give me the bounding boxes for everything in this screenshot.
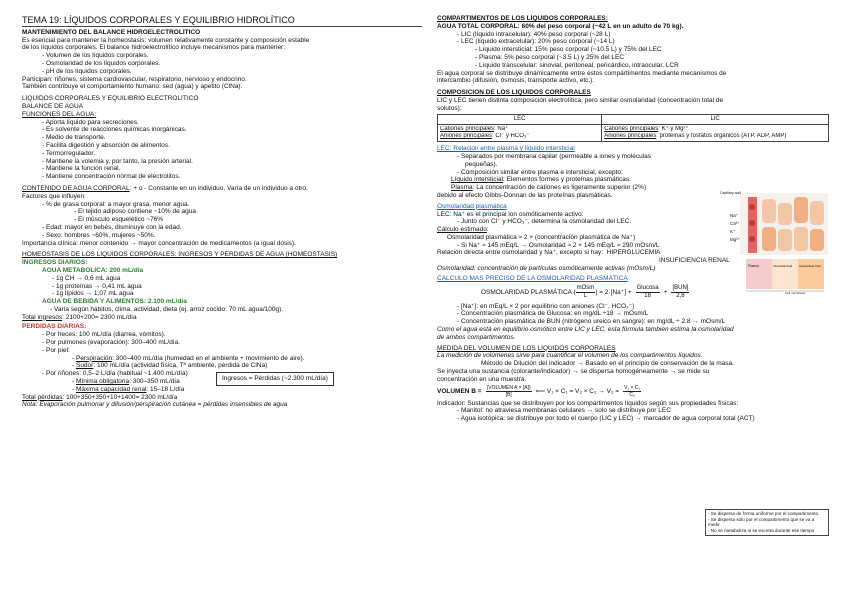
compartimentos-heading: COMPARTIMENTOS DE LOS LÍQUIDOS CORPORALES: xyxy=(437,15,608,22)
osmolaridad-def: Osmolaridad: concentración de partículas osmóticamente activas (mOsm/L) xyxy=(437,265,656,273)
lec-cat: : Na⁺ xyxy=(494,125,509,132)
homeostasis-heading: HOMEOSTASIS DE LOS LÍQUIDOS CORPORALES: INGRESOS Y PÉRDIDAS DE AGUA (HOMEOSTASIS) xyxy=(22,251,338,259)
v2-num: V₁ × C₁ xyxy=(624,385,641,392)
list-item-cont: pequeñas). xyxy=(465,160,498,168)
note: Como el agua está en equilibrio osmótico entre LIC y LEC, esta fórmula también estima la osmolaridad xyxy=(437,326,734,334)
contenido-line xyxy=(22,185,422,193)
calc-label: Cálculo estimado xyxy=(437,226,487,234)
fig-label-ca: Ca²⁺ xyxy=(730,221,740,226)
list-item: - Por pulmones (evaporación): 300–400 mL/día. xyxy=(22,339,422,347)
pl-label: Plasma xyxy=(451,184,473,192)
paragraph: La medición de volúmenes sirve para cuantificar el volumen de los compartimentos líquidos. xyxy=(437,352,703,360)
list-item: - Termorregulador. xyxy=(22,150,422,158)
cell-shape xyxy=(810,229,824,251)
li-label: Líquido intersticial xyxy=(451,176,504,184)
contenido-label: CONTENIDO DE AGUA CORPORAL xyxy=(22,184,130,192)
agua-bebida: AGUA DE BEBIDA Y ALIMENTOS: 2.100 mL/día xyxy=(42,298,187,306)
paragraph: También contribuye el comportamiento humano: sed (agua) y apetito (ClNa). xyxy=(22,83,243,91)
list-item: - Medio de transporte. xyxy=(22,134,422,142)
paragraph: Se inyecta una sustancia (colorante/indicador) → se dispersa homogéneamente → se mide su xyxy=(437,368,710,376)
note-line: - No se metaboliza ni se excreta durante ese tiempo xyxy=(708,528,815,534)
list-item: - Mantiene la volemia y, por tanto, la presión arterial. xyxy=(22,158,422,166)
cell-shape xyxy=(810,201,824,225)
pl-text: : La concentración de cationes es ligeramente superior (2%) xyxy=(472,184,647,192)
table-header-lec: LEC xyxy=(438,114,602,124)
nota: Nota: Evaporación pulmonar y difusión/perspiración cutánea = pérdidas insensibles de agua xyxy=(22,401,288,409)
sudor-label: Sudor xyxy=(75,362,94,370)
fig-label-na: Na⁺ xyxy=(730,213,739,218)
ingresos-heading: INGRESOS DIARIOS: xyxy=(22,259,88,267)
v2-den: C₂ xyxy=(629,392,635,399)
li-line xyxy=(437,176,829,184)
list-item: - Sexo: hombres ~60%, mujeres ~50%. xyxy=(22,232,422,240)
list-item: - Aporta líquido para secreciones. xyxy=(22,119,422,127)
list-item: - Por riñones: 0,5–2 L/día (habitual ~1.400 mL/día) xyxy=(22,370,422,378)
fig-label-interstitial: Interstitial fluid xyxy=(773,264,793,268)
composicion-heading: COMPOSICIÓN DE LOS LÍQUIDOS CORPORALES xyxy=(437,89,591,97)
list-item xyxy=(22,386,422,394)
calculo-heading: CÁLCULO MÁS PRECISO DE LA OSMOLARIDAD PLASMÁTICA xyxy=(437,274,628,282)
rel-text: Relación directa entre osmolaridad y Na⁺, excepto si hay: xyxy=(437,249,604,257)
pl-line xyxy=(437,184,829,192)
unit-den: L xyxy=(583,293,588,300)
vol-rest: ⟸ V₁ × C₁ = V₂ × C₂ → V₂ = xyxy=(535,387,620,395)
list-item: - pH de los líquidos corporales. xyxy=(22,68,422,76)
cell-shape xyxy=(778,229,792,251)
vol-den: [B] xyxy=(505,392,512,399)
fig-label-mg: Mg²⁺ xyxy=(730,237,741,242)
composition-table xyxy=(437,114,829,143)
paragraph: LIC y LEC tienen distinta composición electrolítica, pero similar osmolaridad (concentración total de xyxy=(437,96,724,104)
v2-frac xyxy=(623,385,641,398)
fig-label-k: K⁺ xyxy=(730,229,736,234)
list-item: - El tejido adiposo contiene ~10% de agua xyxy=(22,208,422,216)
calc-colon: : xyxy=(486,226,489,234)
vol-num: (VOLUMEN A × [A]) xyxy=(486,385,531,392)
agua-total: AGUA TOTAL CORPORAL: 60% del peso corporal (~42 L en un adulto de 70 kg). xyxy=(437,22,684,30)
list-item: - Mantiene concentración normal de electrolitos. xyxy=(22,173,422,181)
paragraph: intercambio (difusión, ósmosis, transporte activo, etc.). xyxy=(437,77,595,85)
list-item: - Plasma: 5% peso corporal (~3.5 L) y 25% del LEC xyxy=(437,54,829,62)
note: de ambos compartimentos. xyxy=(437,333,516,341)
table-header-lic: LIC xyxy=(602,114,829,124)
formula-lhs: OSMOLARIDAD PLASMÁTICA ( xyxy=(481,288,576,296)
list-item: - Facilita digestión y absorción de alimentos. xyxy=(22,142,422,150)
list-item: - Por heces: 100 mL/día (diarrea, vómitos). xyxy=(22,331,422,339)
fig-label-capillary: Capillary wall xyxy=(720,191,741,195)
mantenimiento-heading: MANTENIMIENTO DEL BALANCE HIDROELECTROLÍTICO xyxy=(22,28,201,36)
persp-text: : 300–400 mL/día (humedad en el ambiente + movimiento de aire). xyxy=(112,354,305,362)
lec-an-label: Aniones principales xyxy=(440,132,493,139)
note-line: - Se dispersa solo por el compartimento que se va a medir xyxy=(708,516,815,528)
lic-an-label: Aniones principales xyxy=(604,132,657,139)
formula: Osmolaridad plasmática ≈ 2 × (concentración plasmática de Na⁺) xyxy=(447,233,636,241)
total-perdidas-value: : 100+350+350+10+1400= 2300 mL/día xyxy=(62,393,178,401)
list-item: - Líquido transcelular: sinovial, peritoneal, pericárdico, intraocular, LCR xyxy=(437,62,829,70)
left-column xyxy=(22,15,422,409)
total-perdidas-label: Total pérdidas xyxy=(22,393,63,401)
list-item: - [Na⁺]: en mEq/L × 2 por equilibrio con aniones (Cl⁻, HCO₃⁻) xyxy=(437,303,829,311)
red-cell xyxy=(749,220,755,226)
list-item: - El músculo esquelético ~76% xyxy=(22,216,422,224)
hiper1: HIPERGLUCEMIA xyxy=(606,249,661,257)
glucosa-frac xyxy=(636,285,660,300)
list-item: - Edad: mayor en bebés, disminuye con la edad. xyxy=(22,224,422,232)
paragraph: LEC: Na⁺ es el principal ion osmóticamente activo: xyxy=(437,210,584,218)
list-item: - Separados por membrana capilar (permeable a iones y moléculas xyxy=(437,153,722,161)
section-heading: BALANCE DE AGUA xyxy=(22,102,84,110)
compartments-figure xyxy=(720,191,828,305)
unit-num: mOsm xyxy=(576,285,596,293)
bun-frac xyxy=(671,285,689,300)
compartments-illustration xyxy=(740,193,828,305)
paragraph: Es esencial para mantener la homeostasis: volumen relativamente constante y composición estable xyxy=(22,36,310,44)
lec-cell xyxy=(438,124,602,141)
paragraph: Importancia clínica: menor contenido → mayor concentración de medicamentos (a igual dosis). xyxy=(22,239,296,247)
sudor-text: : 100 mL/día (actividad física, Tª ambiente, pérdida de ClNa) xyxy=(93,362,268,370)
cell-shape xyxy=(778,203,792,225)
vol-frac xyxy=(486,385,532,398)
note-line: - Se dispersa de forma uniforme por el compartimento. xyxy=(708,511,820,516)
list-item: - Manitol: no atraviesa membranas celulares → solo se distribuye por LEC xyxy=(437,407,829,415)
list-item: - Agua isotópica: se distribuye por todo el cuerpo (LIC y LEC) → marcador de agua corporal total (ACT) xyxy=(437,415,829,423)
list-item xyxy=(22,355,422,363)
list-item: - Junto con Cl⁻ y HCO₃⁻, determina la osmolaridad del LEC. xyxy=(437,218,829,226)
unit-frac xyxy=(576,285,596,300)
bun-den: 2,8 xyxy=(676,293,685,300)
cell-shape xyxy=(762,227,776,251)
list-item: - 1g CH → 0,6 mL agua xyxy=(22,275,422,283)
relacion-heading: LEC: Relación entre plasma y líquido intersticial xyxy=(437,145,575,153)
li-text: : Elementos formes y proteínas plasmáticas. xyxy=(503,176,631,184)
lic-cat-label: Cationes principales xyxy=(604,125,659,132)
paragraph: de los líquidos corporales. El balance hidroelectrolítico incluye mecanismos para mantener: xyxy=(22,44,286,52)
perdidas-heading: PÉRDIDAS DIARIAS: xyxy=(22,323,87,331)
table-row xyxy=(438,124,829,141)
lic-cat: : K⁺ y Mg²⁺ xyxy=(658,125,689,132)
fig-label-intracellular: Intracellular fluid xyxy=(799,264,821,268)
fig-label-plasma: Plasma xyxy=(748,264,759,268)
list-item: - % de grasa corporal: a mayor grasa, menor agua. xyxy=(22,201,422,209)
list-item: - LEC (líquido extracelular): 20% peso corporal (~14 L) xyxy=(437,38,829,46)
total-perdidas xyxy=(22,394,422,402)
medida-heading: MEDIDA DEL VOLUMEN DE LOS LÍQUIDOS CORPORALES xyxy=(437,344,616,352)
total-ingresos-label: Total ingresos xyxy=(22,313,63,321)
vol-label: VOLUMEN B = xyxy=(437,387,482,395)
paragraph: debido al efecto Gibbs-Donnan de las proteínas plasmáticas. xyxy=(437,191,613,199)
red-cell xyxy=(749,236,755,242)
list-item: - LIC (líquido intracelular): 40% peso corporal (~28 L) xyxy=(437,31,829,39)
bun-num: [BUN] xyxy=(671,285,689,293)
list-item: - Osmolaridad de los líquidos corporales. xyxy=(22,60,422,68)
list-item: - Mantiene la función renal. xyxy=(22,165,422,173)
cell-shape xyxy=(794,197,808,223)
list-item: - Líquido intersticial: 15% peso corporal (~10.5 L) y 75% del LEC xyxy=(437,46,829,54)
glucosa-num: Glucosa xyxy=(636,285,660,293)
list-item: - Composición similar entre plasma e intersticial, excepto: xyxy=(437,169,829,177)
lec-cat-label: Cationes principales xyxy=(440,125,495,132)
list-item: - Es solvente de reacciones químicas inorgánicas. xyxy=(22,126,422,134)
indicator-notes-box xyxy=(705,509,829,536)
lec-an: : Cl⁻ y HCO₃⁻ xyxy=(492,132,530,139)
paragraph: Factores que influyen: xyxy=(22,192,86,200)
min-text: : 300–350 mL/día xyxy=(129,378,180,386)
list-item: - Varía según hábitos, clima, actividad, dieta (ej. arroz cocido: 70 mL agua/100g). xyxy=(22,306,422,314)
formula: - Si Na⁺ ≈ 145 mEq/L → Osmolaridad ≈ 2 × 145 mEq/L ≈ 290 mOsm/L xyxy=(437,242,829,250)
cell-shape xyxy=(794,227,808,251)
formula-plus: + xyxy=(663,288,668,296)
list-item: - Concentración plasmática de BUN (nitrógeno ureico en sangre): en mg/dL ÷ 2.8 → mOsm/L xyxy=(437,318,829,326)
section-heading: LÍQUIDOS CORPORALES Y EQUILIBRIO ELECTROLÍTICO xyxy=(22,95,199,103)
volumen-formula xyxy=(437,384,829,400)
total-ingresos xyxy=(22,314,422,322)
paragraph: solutos): xyxy=(437,104,462,112)
list-item xyxy=(22,362,422,370)
glucosa-den: 18 xyxy=(644,293,651,300)
red-cell xyxy=(749,204,755,210)
paragraph: Método de Dilución del indicador → Basado en el principio de conservación de la masa. xyxy=(481,360,734,368)
ingresos-perdidas-box: Ingresos = Pérdidas (~2.300 mL/día) xyxy=(216,372,334,386)
lic-an: : proteínas y fosfatos orgánicos (ATP, ADP, AMP) xyxy=(656,132,787,139)
total-ingresos-value: : 2100+200= 2300 mL/día xyxy=(62,313,137,321)
list-item: - 1g lípidos → 1,07 mL agua xyxy=(22,290,422,298)
paragraph: Indicador: Sustancias que se distribuyen por los compartimentos líquidos según sus propiedades físicas: xyxy=(437,399,739,407)
fig-label-cell-membrane: Cell membrane xyxy=(785,291,806,295)
paragraph: Participan: riñones, sistema cardiovascular, respiratorio, nervioso y endocrino. xyxy=(22,75,247,83)
page-title: TEMA 19: LÍQUIDOS CORPORALES Y EQUILIBRIO HIDROLÍTICO xyxy=(22,15,422,27)
table-row xyxy=(438,114,829,124)
max-text: : 15–18 L/día xyxy=(146,385,185,393)
funciones-heading: FUNCIONES DEL AGUA: xyxy=(22,110,97,118)
list-item: - Por piel: xyxy=(22,347,422,355)
paragraph: El agua corporal se distribuye dinámicamente entre estos compartimentos mediante mecanismos de xyxy=(437,69,727,77)
max-label: Máxima capacidad renal xyxy=(75,385,147,393)
list-item: - Concentración plasmática de Glucosa: en mg/dL ÷18 → mOsm/L xyxy=(437,310,829,318)
list-item: - 1g proteínas → 0,41 mL agua xyxy=(22,283,422,291)
formula-rhs: ) = 2·[Na⁺] + xyxy=(595,288,632,296)
osmolaridad-heading: Osmolaridad plasmática xyxy=(437,202,507,210)
hiper2: INSUFICIENCIA RENAL xyxy=(659,257,730,265)
persp-label: Perspiración xyxy=(75,354,113,362)
agua-metabolica: AGUA METABÓLICA: 200 mL/día xyxy=(42,266,144,274)
contenido-text: : + o - Constante en un individuo. Varía de un individuo a otro. xyxy=(129,184,308,192)
paragraph: concentración en una muestra. xyxy=(437,375,527,383)
min-label: Mínima obligatoria xyxy=(75,378,130,386)
lic-cell xyxy=(602,124,829,141)
list-item: - Volumen de los líquidos corporales. xyxy=(22,52,422,60)
cell-shape xyxy=(762,199,776,223)
